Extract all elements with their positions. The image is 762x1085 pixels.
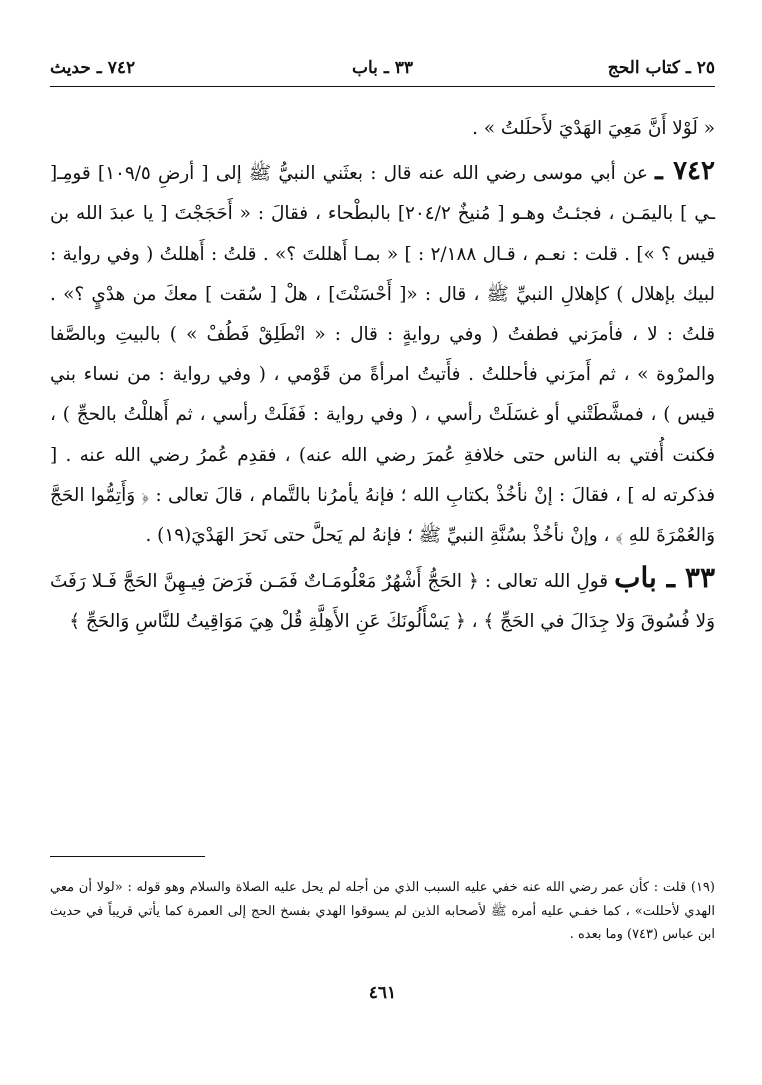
header-chapter: ٣٣ ـ باب (352, 58, 413, 78)
running-header (50, 48, 715, 84)
page-number: ٤٦١ (368, 983, 397, 1003)
hadith-paragraph (50, 151, 715, 556)
header-book-title: ٢٥ ـ كتاب الحج (607, 58, 715, 78)
main-text (50, 109, 715, 643)
chapter-text: قولِ الله تعالى : ﴿ الحَجُّ أَشْهُرٌ مَعْلُومَـاتٌ فَمَـن فَرَضَ فِيـهِنَّ الحَجَّ فَـلا رَفَثَ وَلا فُسُوقَ وَلا جِدَالَ في الحَجِّ ﴾ ، ﴿ يَسْأَلُونَكَ عَنِ الأَهِلَّةِ قُلْ هِيَ مَوَاقِيتُ للنَّاسِ وَالحَجِّ ﴾ (50, 571, 715, 633)
book-page (50, 48, 715, 1048)
hadith-text: عن أبي موسى رضي الله عنه قال : بعثَني النبيُّ ﷺ إلى [ أرضِ ١٠٩/٥] قومِـ[ ـي ] باليمَـن ، فجئـتُ وهـو [ مُنيخٌ ٢٠٤/٢] بالبطْحاء ، فقالَ : « أَحَجَجْتَ [ يا عبدَ الله بن قيس ؟ »] . قلت : نعـم ، قـال ٢/١٨٨ : ] « بمـا أَهللتَ ؟» . قلتُ : أَهللتُ ( وفي رواية : لبيك بإهلال ) كإهلالِ النبيِّ ﷺ ، قال : «[ أَحْسَنْتَ] ، هلْ [ سُقت ] معكَ من هدْيٍ ؟» . قلتُ : لا ، فأمرَني فطفتُ ( وفي روايةٍ : قال : « انْطَلِقْ فَطُفْ » ) بالبيتِ وبالصَّفا والمرْوة » ، ثم أَمرَني فأحللتُ . فأَتيتُ امرأةً من قَوْمي ، ( وفي رواية : من نساء بني قيس ) ، فمشَّطَتْني أو غسَلَتْ رأسي ، ( وفي رواية : فَفَلَتْ رأسي ، ثم أَهللْتُ بالحجِّ ) ، فكنت أُفتي به الناس حتى خلافةِ عُمرَ رضي الله عنه) ، فقدِم عُمرُ رضي الله عنه . [ فذكرته له ] ، فقالَ : إنْ نأخُذْ بكتابِ الله ؛ فإنهُ يأمرُنا بالتَّمام ، قالَ تعالى : ﴿ وَأَتِمُّوا الحَجَّ وَالعُمْرَةَ للهِ ﴾ ، وإنْ نأخُذْ بسُنَّةِ النبيِّ ﷺ ؛ فإنهُ لم يَحلَّ حتى نَحرَ الهَدْيَ(١٩) . (50, 163, 715, 547)
hadith-number: ٧٤٢ ـ (655, 156, 715, 187)
previous-hadith-ending: « لَوْلا أَنَّ مَعِيَ الهَدْيَ لأَحلَلتُ » . (472, 118, 715, 139)
chapter-paragraph (50, 558, 715, 642)
chapter-heading: ٣٣ ـ باب (614, 561, 715, 595)
header-rule (50, 86, 715, 87)
footnote-divider (50, 856, 205, 857)
footnote: (١٩) قلت : كأن عمر رضي الله عنه خفي عليه السبب الذي من أجله لم يحل عليه الصلاة والسلام وهو قوله : «لولا أن معي الهدي لأحللت» ، كما خفـي عليه أمره ﷺ لأصحابه الذين لم يسوقوا الهدي بفسخ الحج إلى العمرة كما يأتي قريباً في حديث ابن عباس (٧٤٣) وما بعده . (50, 880, 715, 942)
header-hadith-number: ٧٤٢ ـ حديث (50, 58, 136, 78)
